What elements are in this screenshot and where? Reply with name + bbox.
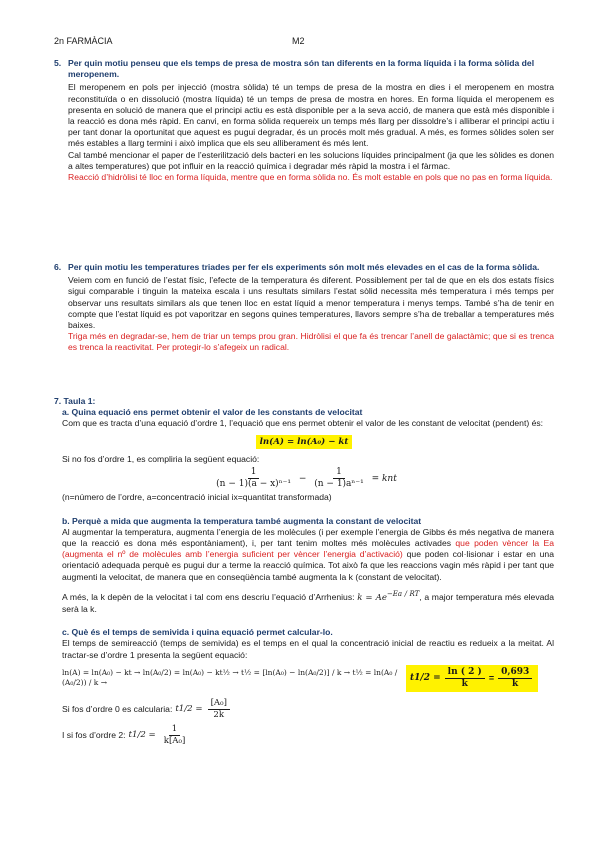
answer-paragraph: Cal també mencionar el paper de l’esterilització dels bacteri en les solucions líquides principalment (ja que les sòlides es donen a altes temperatures) que pot influir en la reacció química i degradar més ràpid la mostra i el fàrmac.	[68, 149, 554, 171]
question-text: Per quin motiu les temperatures triades per fer els experiments són molt més elevades en el cas de la forma sòlida.	[68, 262, 540, 272]
answer-paragraph: Veiem com en funció de l’estat físic, l’efecte de la temperatura és diferent. Possiblement per tal de que en els dos estats físics sigui comparable i tinguin la mateixa escala i uns resultats similars l’estat sòlid necessita més temperatura i més temps per observar uns resultats similars als que tenen lloc en estat líquid a menor temperatura i menys temps. També s’ha de tenir en compte que l’estat líquid es pot vaporitzar en segons quines temperatures, llavors sempre s’ha de treballar a temperatures més baixes.	[68, 275, 554, 331]
module-label: M2	[292, 36, 305, 46]
half-life-derivation: ln(A) = ln(A₀) − kt → ln(A₀/2) = ln(A₀) − kt½ → t½ = [ln(A₀) − ln(A₀/2)] / k → t½ = ln(A₀ / (A₀/2)) / k → t1/2 = $\frac{\ln ( 2 )}{k}$ = $\frac{0,693}{k}$	[54, 665, 554, 692]
arrhenius-equation: k = Ae	[357, 592, 387, 603]
question-6-heading	[54, 262, 554, 273]
page-header	[54, 36, 546, 48]
nth-order-equation: $\frac{1}{\text{(n − 1)(a − x)ⁿ⁻¹}}$ − $\frac{1}{\text{(n − 1)aⁿ⁻¹}}$ = knt	[54, 467, 554, 490]
variable-note: (n=número de l’ordre, a=concentració inicial ix=quantitat transformada)	[62, 492, 332, 503]
half-life-result: t1/2 = $\frac{\ln ( 2 )}{k}$ = $\frac{0,693}{k}$	[406, 665, 538, 692]
answer-paragraph: El meropenem en pols per injecció (mostra sòlida) té un temps de presa de la mostra en dies i el meropenem en mostra reconstituïda o en dissolució (mostra líquida) té un temps de presa de mostra en hores. En forma líquida el meropenem es presenta en solució de manera que el principi actiu es està disponible per a la seva acció, de manera que està més disponible i la reacció es dona més ràpid. En canvi, en forma sòlida requereix un temps més llarg per dissoldre’s i alliberar el principi actiu i per tant donar la oportunitat que aquest es pugui degradar, és un procés molt més gradual. A més, es formes sòlides solen ser més estables a llarg termini i això implica que els seu alliberament és més lent.	[68, 82, 554, 149]
question-6	[54, 262, 554, 354]
course-label: 2n FARMÀCIA	[54, 36, 113, 46]
subquestion-a-text-2: Si no fos d’ordre 1, es compliria la següent equació:	[62, 453, 260, 464]
correction-note: Triga més en degradar-se, hem de triar un temps prou gran. Hidròlisi el que fa és trencar l’anell de galactàmic; que si es trenca es trenca la reactivitat. Per protegir-lo s’afegeix un radical.	[68, 331, 554, 353]
order-two-half-life: I si fos d’ordre 2: t1/2 = $\frac{1}{\text{k[A₀]}}$	[62, 723, 186, 746]
question-number: 5.	[54, 58, 62, 68]
table-title: 7. Taula 1:	[54, 396, 96, 406]
fraction: $\frac{1}{\text{(n − 1)aⁿ⁻¹}}$	[314, 467, 364, 490]
subquestion-a-title: a. Quina equació ens permet obtenir el valor de les constants de velocitat	[62, 407, 363, 418]
first-order-equation	[54, 436, 554, 448]
subquestion-c-title: c. Què és el temps de semivida i quina equació permet calcular-lo.	[62, 627, 333, 638]
question-5-heading	[54, 58, 554, 80]
subquestion-c-text: El temps de semireacció (temps de semivida) es el temps en el qual la concentració inicial de reactiu es redueix a la meitat. Al tractar-se d’ordre 1 presenta la següent equació:	[62, 638, 554, 660]
highlighted-equation: ln(A) = ln(A₀) − kt	[256, 435, 353, 449]
question-5	[54, 58, 554, 183]
correction-note: Reacció d’hidròlisi té lloc en forma líquida, mentre que en forma sòlida no. És molt estable en pols que no pas en forma líquida.	[68, 172, 553, 183]
question-number: 6.	[54, 262, 62, 272]
question-text: Per quin motiu penseu que els temps de presa de mostra són tan diferents en la forma líquida i la forma sòlida del meropenem.	[68, 58, 535, 80]
subquestion-b-title: b. Perquè a mida que augmenta la temperatura també augmenta la constant de velocitat	[62, 515, 422, 526]
question-7	[54, 396, 554, 747]
arrhenius-paragraph: A més, la k depèn de la velocitat i tal com ens descriu l’equació d’Arrhenius: $k = Ae^{-Ea / RT}$, a major temperatura més elevada serà la k.	[62, 589, 554, 614]
subquestion-a-text: Com que es tracta d’una equació d’ordre 1, l’equació que ens permet obtenir el valor de les constant de velocitat (pendent) és:	[62, 418, 544, 429]
subquestion-b-text: Al augmentar la temperatura, augmenta l’energia de les molècules (i per exemple l’energia de Gibbs és més negativa de manera que la reacció es dona més espontàniament), i, per tant tenim moltes més molècules activades que poden vèncer la Ea (augmenta el nº de molècules amb l’energia suficient per vèncer l’energia d’activació) que poden col·lisionar i estar en una orientació adequada perquè es pugui dur a terme la reacció química. Tot això fa que les reaccions vagin més ràpid i per tant que augmenti la velocitat, de manera que en conseqüència també augmenta la k (constant de velocitat).	[62, 526, 555, 582]
fraction: $\frac{1}{\text{(n − 1)(a − x)ⁿ⁻¹}}$	[216, 467, 291, 490]
order-zero-half-life: Si fos d’ordre 0 es calcularia: t1/2 = $\frac{\text{[A₀]}}{2k}$	[54, 698, 554, 721]
